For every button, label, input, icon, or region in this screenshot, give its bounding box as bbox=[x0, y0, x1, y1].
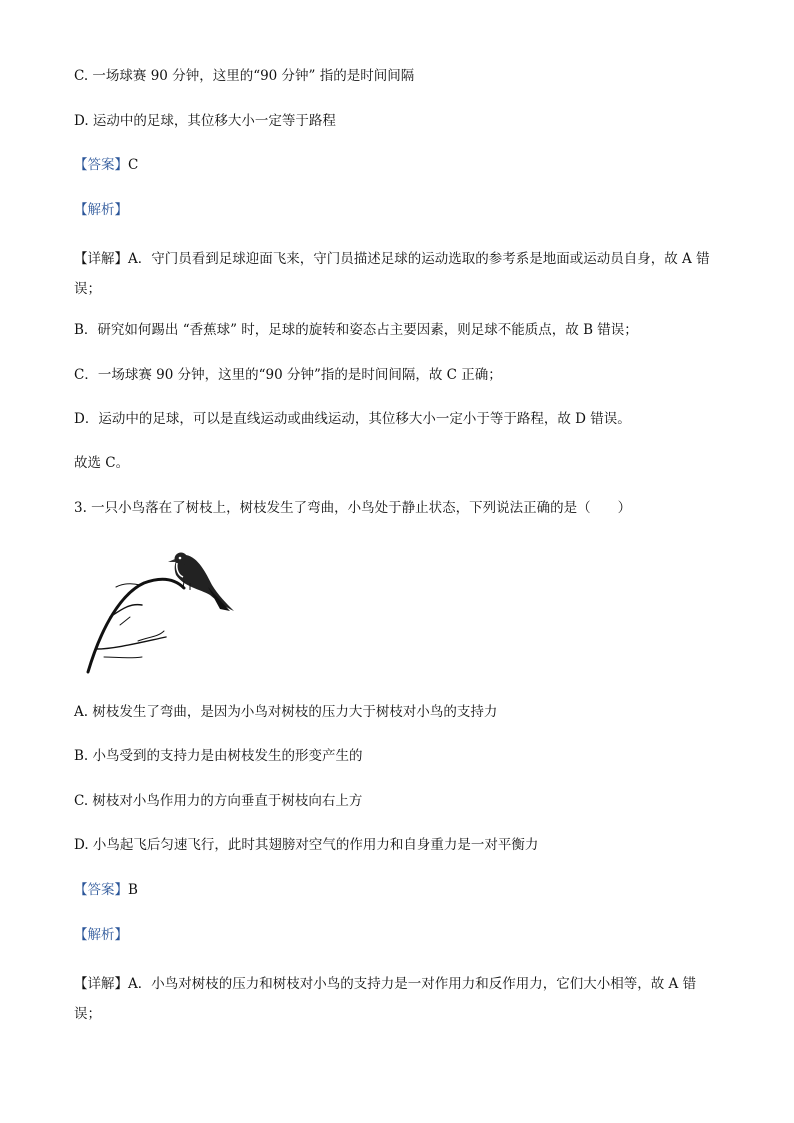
answer-tag: 【答案】 bbox=[74, 882, 128, 898]
q3-option-a: A. 树枝发生了弯曲，是因为小鸟对树枝的压力大于树枝对小鸟的支持力 bbox=[74, 704, 498, 720]
q3-detail-a bbox=[74, 969, 722, 1029]
q2-detail-b: B．研究如何踢出 “香蕉球” 时，足球的旋转和姿态占主要因素，则足球不能质点，故 B 错误； bbox=[74, 322, 638, 338]
q3-option-c: C. 树枝对小鸟作用力的方向垂直于树枝向右上方 bbox=[74, 793, 363, 809]
q3-option-d: D. 小鸟起飞后匀速飞行，此时其翅膀对空气的作用力和自身重力是一对平衡力 bbox=[74, 837, 539, 853]
q2-detail-c: C．一场球赛 90 分钟，这里的“90 分钟”指的是时间间隔，故 C 正确； bbox=[74, 367, 502, 383]
detail-a-text: A．小鸟对树枝的压力和树枝对小鸟的支持力是一对作用力和反作用力，它们大小相等，故 A 错误； bbox=[74, 976, 697, 1022]
q2-conclusion: 故选 C。 bbox=[74, 455, 130, 471]
branch bbox=[88, 579, 184, 672]
detail-a-text: A．守门员看到足球迎面飞来，守门员描述足球的运动选取的参考系是地面或运动员自身，故 A 错误； bbox=[74, 251, 710, 297]
q3-option-b: B. 小鸟受到的支持力是由树枝发生的形变产生的 bbox=[74, 748, 363, 764]
answer-value: B bbox=[128, 882, 138, 898]
q2-detail-d: D．运动中的足球，可以是直线运动或曲线运动，其位移大小一定小于等于路程，故 D 错误。 bbox=[74, 411, 631, 427]
q2-detail-a bbox=[74, 244, 722, 304]
detail-tag: 【详解】 bbox=[74, 976, 128, 992]
answer-tag: 【答案】 bbox=[74, 157, 128, 173]
q2-option-c: C. 一场球赛 90 分钟，这里的“90 分钟” 指的是时间间隔 bbox=[74, 68, 415, 84]
q3-answer bbox=[74, 880, 138, 900]
q2-answer bbox=[74, 155, 138, 175]
q3-stem: 3. 一只小鸟落在了树枝上，树枝发生了弯曲，小鸟处于静止状态，下列说法正确的是（ ） bbox=[74, 500, 632, 516]
q3-analysis-tag: 【解析】 bbox=[74, 927, 128, 943]
q2-analysis-tag: 【解析】 bbox=[74, 202, 128, 218]
q2-option-d: D. 运动中的足球，其位移大小一定等于路程 bbox=[74, 113, 336, 129]
answer-value: C bbox=[128, 157, 139, 173]
detail-tag: 【详解】 bbox=[74, 251, 128, 267]
bird-on-branch-illustration bbox=[80, 545, 245, 677]
